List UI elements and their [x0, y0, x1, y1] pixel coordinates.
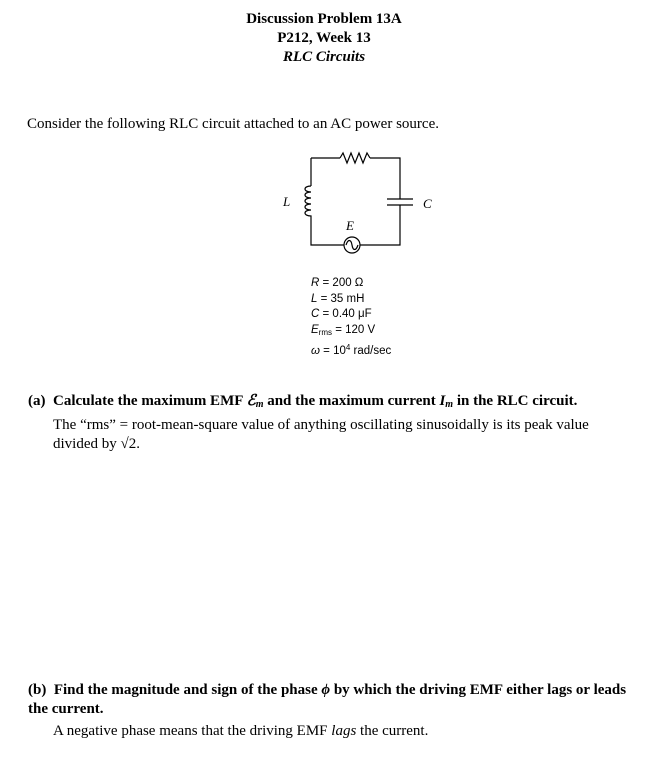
part-b-text-1: Find the magnitude and sign of the phase: [53, 682, 322, 698]
param-Erms: [311, 323, 391, 341]
part-b-note-text-1: A negative phase means that the driving EMF: [53, 723, 332, 739]
param-R: [311, 276, 391, 292]
ac-source-sine: [346, 241, 358, 250]
param-value: = 200 Ω: [322, 277, 364, 289]
param-value: = 10: [323, 345, 346, 357]
topic-title: [0, 48, 648, 67]
param-symbol: ω: [311, 345, 320, 357]
part-a-note: The “rms” = root-mean-square value of anything oscillating sinusoidally is its peak value divided by √2.: [53, 417, 589, 452]
part-a-question: [28, 392, 628, 414]
param-symbol: E: [311, 323, 319, 336]
param-unit: rad/sec: [350, 345, 392, 357]
part-b-label: (b): [28, 682, 47, 698]
resistor-zigzag: [340, 153, 370, 163]
part-a-text-1: Calculate the maximum EMF: [53, 393, 247, 409]
part-b-note: [53, 722, 633, 741]
part-a-label: (a): [28, 393, 46, 409]
document-title: Discussion Problem 13A: [246, 11, 402, 27]
topic-text: RLC Circuits: [282, 49, 366, 65]
part-b-note-text-2: the current.: [356, 723, 429, 739]
rlc-circuit-diagram: [270, 150, 450, 278]
label-C: C: [423, 196, 432, 211]
circuit-parameters: [311, 276, 391, 360]
label-E: E: [346, 218, 354, 233]
part-b-note-emphasis: lags: [331, 723, 357, 739]
param-value: = 120 V: [335, 323, 376, 336]
intro-text: Consider the following RLC circuit attached to an AC power source.: [27, 116, 439, 132]
param-C: [311, 307, 391, 323]
param-superscript: 4: [345, 343, 351, 352]
part-a-text-3: in the RLC circuit.: [453, 393, 578, 409]
label-L: L: [283, 194, 291, 209]
param-omega: [311, 340, 391, 360]
param-symbol: L: [311, 292, 318, 305]
top-wire-right: [370, 158, 400, 199]
param-subscript: rms: [318, 327, 332, 337]
param-symbol: C: [311, 308, 320, 320]
param-value: = 35 mH: [320, 292, 365, 305]
bottom-wire-left: [311, 217, 344, 245]
emf-symbol: ℰ: [246, 393, 256, 409]
part-b-text-2: by which the driving EMF either lags or leads the current.: [28, 682, 627, 717]
part-b-question: [28, 681, 628, 719]
emf-subscript: m: [255, 399, 264, 410]
course-week: P212, Week 13: [277, 30, 371, 46]
param-value: = 0.40 μF: [322, 308, 372, 320]
part-a-text-2: and the maximum current: [263, 393, 440, 409]
current-symbol: I: [439, 393, 446, 409]
current-subscript: m: [445, 399, 454, 410]
inductor-coil: [305, 186, 311, 217]
param-symbol: R: [311, 277, 320, 289]
phase-symbol: ϕ: [321, 682, 331, 698]
right-wire-lower: [360, 205, 400, 245]
param-L: [311, 292, 391, 308]
